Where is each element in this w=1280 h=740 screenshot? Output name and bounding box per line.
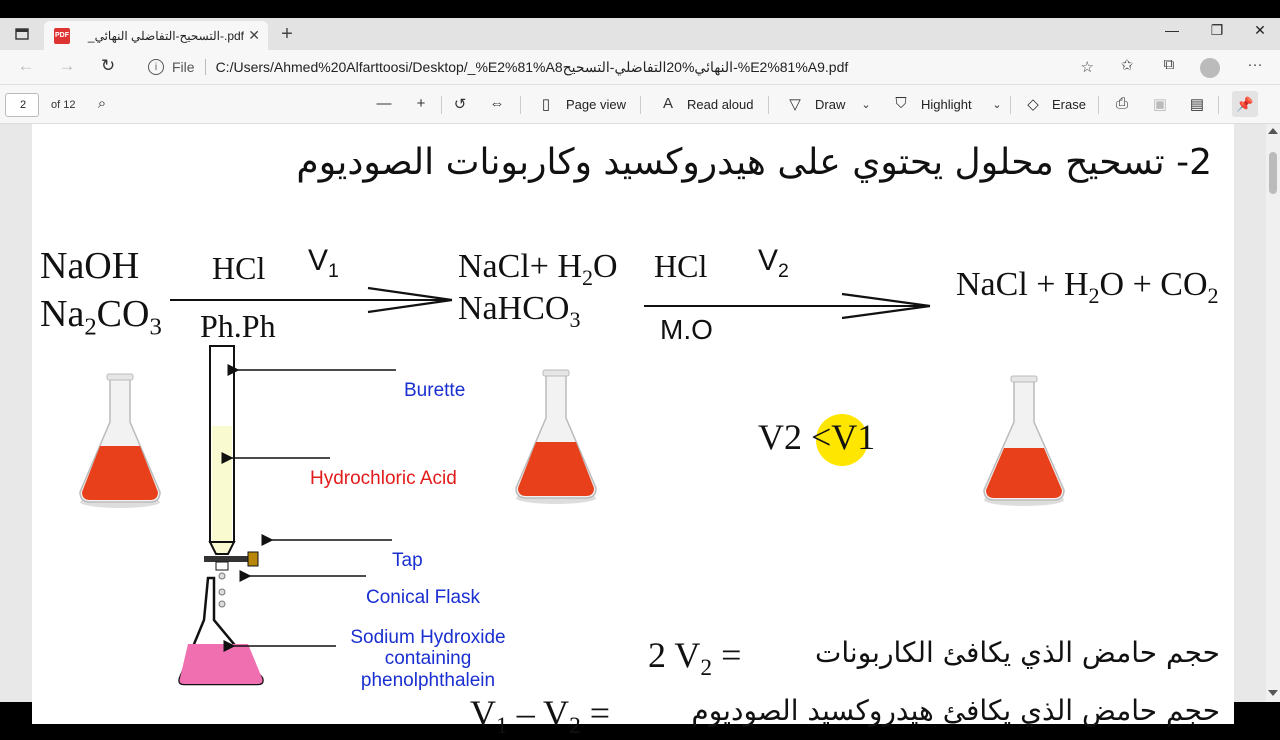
url-text[interactable]: C:/Users/Ahmed%20Alfarttoosi/Desktop/_%E2%81%A8النهائي%20التفاضلي-التسحيح-%E2%81%A9.pdf bbox=[215, 58, 849, 75]
page-number-input[interactable]: 2 bbox=[5, 93, 39, 117]
fit-page-icon[interactable]: ⇔ bbox=[489, 95, 505, 112]
tab-title: pdf.-التسحيح-التفاضلي النهائي_ bbox=[87, 28, 244, 43]
page-heading: 2- تسحيح محلول يحتوي على هيدروكسيد وكاربونات الصوديوم bbox=[296, 142, 1212, 183]
label-tap: Tap bbox=[392, 550, 423, 571]
tab-actions-icon[interactable] bbox=[8, 22, 36, 46]
highlight-icon[interactable]: ⛉ bbox=[895, 95, 907, 112]
vertical-scrollbar[interactable] bbox=[1266, 124, 1280, 702]
search-icon[interactable]: ⌕ bbox=[97, 95, 107, 112]
toolbar-divider bbox=[520, 96, 521, 114]
toolbar-divider bbox=[1010, 96, 1011, 114]
back-arrow-icon[interactable]: ← bbox=[17, 56, 35, 75]
flask-2-image bbox=[508, 368, 604, 508]
highlight-button[interactable]: Highlight bbox=[921, 97, 972, 112]
favorites-icon[interactable]: ✩ bbox=[1120, 57, 1134, 74]
label-containing: containing bbox=[384, 648, 472, 669]
label-phenolphthalein: phenolphthalein bbox=[360, 670, 496, 691]
scroll-down-icon[interactable] bbox=[1268, 690, 1278, 696]
label-hydrochloric-acid: Hydrochloric Acid bbox=[310, 468, 457, 489]
collections-icon[interactable]: ⧉ bbox=[1163, 56, 1175, 73]
read-aloud-button[interactable]: Read aloud bbox=[687, 97, 754, 112]
equation-1-text: حجم حامض الذي يكافئ الكاربونات bbox=[815, 636, 1220, 669]
equation-2-text: حجم حامض الذي يكافئ هيدروكسيد الصوديوم bbox=[691, 694, 1220, 727]
browser-window bbox=[0, 18, 1280, 740]
draw-button[interactable]: Draw bbox=[815, 97, 846, 112]
file-label: File bbox=[172, 59, 195, 75]
scroll-up-icon[interactable] bbox=[1268, 128, 1278, 134]
address-bar[interactable] bbox=[140, 53, 1102, 81]
draw-chevron-down-icon[interactable]: ⌄ bbox=[861, 99, 871, 111]
reagent-hcl-1: HCl bbox=[212, 250, 266, 286]
indicator-phph: Ph.Ph bbox=[200, 308, 276, 344]
navigation-bar bbox=[0, 50, 1280, 84]
tab-strip bbox=[0, 18, 1280, 50]
info-icon[interactable]: i bbox=[148, 59, 164, 75]
scroll-thumb[interactable] bbox=[1269, 152, 1277, 194]
erase-button[interactable]: Erase bbox=[1052, 97, 1086, 112]
total-pages-label: of 12 bbox=[51, 99, 76, 111]
equation-1-math: 2 $V_2$ = bbox=[648, 635, 742, 682]
page-view-icon[interactable]: ▯ bbox=[541, 96, 551, 113]
new-tab-button[interactable]: + bbox=[281, 23, 293, 45]
volume-relation: V2 <V1 bbox=[758, 417, 876, 457]
volume-v2: $V_2$ bbox=[758, 244, 789, 282]
zoom-in-icon[interactable]: + bbox=[416, 95, 426, 112]
equation-2-math: $V_1 - V_2$ = bbox=[470, 693, 611, 740]
toolbar-divider bbox=[1218, 96, 1219, 114]
more-icon[interactable]: ··· bbox=[1247, 56, 1263, 73]
eraser-icon[interactable]: ◇ bbox=[1027, 96, 1039, 113]
flask-1-image bbox=[72, 372, 168, 512]
page-view-button[interactable]: Page view bbox=[566, 97, 626, 112]
read-aloud-icon[interactable]: A bbox=[662, 95, 673, 112]
product-nacl-h2o: NaCl+ $H_2O$ bbox=[458, 248, 618, 290]
draw-icon[interactable]: ▽ bbox=[789, 96, 801, 113]
zoom-out-icon[interactable]: — bbox=[376, 95, 392, 112]
reactant-na2co3: $Na_2CO_3$ bbox=[40, 293, 162, 341]
print-icon[interactable]: ⎙ bbox=[1115, 95, 1128, 112]
pin-toolbar-icon[interactable]: 📌 bbox=[1232, 91, 1258, 117]
restore-button[interactable]: ❐ bbox=[1210, 22, 1224, 38]
refresh-icon[interactable]: ↻ bbox=[100, 56, 116, 75]
flask-3-image bbox=[976, 374, 1072, 510]
pdf-viewer bbox=[0, 124, 1280, 740]
pdf-toolbar bbox=[0, 84, 1280, 124]
tab-pdf[interactable] bbox=[44, 21, 268, 50]
final-products: NaCl + $H_2O + CO_2$ bbox=[956, 266, 1219, 308]
minimize-button[interactable]: — bbox=[1165, 22, 1179, 38]
avatar[interactable] bbox=[1200, 58, 1220, 78]
label-burette: Burette bbox=[404, 380, 466, 401]
label-sodium-hydroxide: Sodium Hydroxide bbox=[350, 627, 506, 648]
label-leader-lines bbox=[222, 364, 462, 664]
address-divider bbox=[205, 59, 206, 75]
product-nahco3: NaHCO$_3$ bbox=[458, 290, 581, 332]
tab-close-icon[interactable]: ✕ bbox=[248, 27, 260, 43]
volume-v1: $V_1$ bbox=[308, 244, 339, 282]
toolbar-divider bbox=[640, 96, 641, 114]
toolbar-divider bbox=[441, 96, 442, 114]
save-icon[interactable]: ▣ bbox=[1152, 96, 1168, 113]
pdf-page bbox=[32, 124, 1234, 740]
reagent-hcl-2: HCl bbox=[654, 248, 708, 284]
rotate-icon[interactable]: ↺ bbox=[453, 96, 467, 113]
reactant-naoh: NaOH bbox=[40, 245, 140, 287]
forward-arrow-icon[interactable]: → bbox=[58, 56, 76, 75]
toolbar-divider bbox=[1098, 96, 1099, 114]
pdf-file-icon: PDF bbox=[54, 28, 70, 44]
label-conical-flask: Conical Flask bbox=[366, 587, 481, 608]
indicator-mo: M.O bbox=[660, 314, 713, 345]
save-as-icon[interactable]: ▤ bbox=[1189, 96, 1205, 113]
highlight-chevron-down-icon[interactable]: ⌄ bbox=[992, 99, 1002, 111]
close-window-button[interactable]: ✕ bbox=[1254, 22, 1266, 38]
toolbar-divider bbox=[768, 96, 769, 114]
add-favorite-icon[interactable]: ☆ bbox=[1080, 59, 1094, 76]
